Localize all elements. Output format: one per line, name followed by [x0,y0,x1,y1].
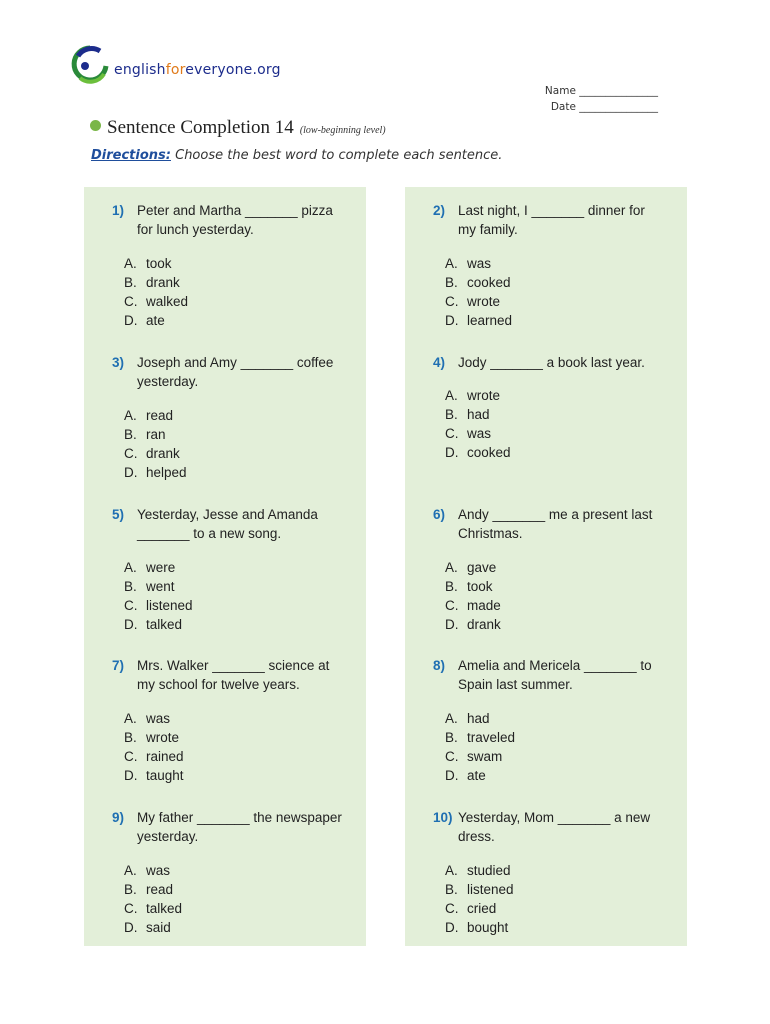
answer-option[interactable] [124,577,193,596]
option-letter: C. [124,294,138,309]
option-letter: D. [124,465,138,480]
option-text: listened [146,598,193,613]
question-number: 6) [433,507,446,522]
option-text: ran [146,427,166,442]
question-stem-block [112,201,342,239]
option-text: drank [146,275,180,290]
answer-option[interactable] [124,273,188,292]
question-stem-block [433,201,663,239]
option-text: was [146,863,171,878]
option-letter: A. [445,711,458,726]
option-letter: A. [445,256,458,271]
option-text: took [146,256,172,271]
option-text: had [467,711,490,726]
answer-option[interactable] [124,425,187,444]
option-letter: C. [124,749,138,764]
option-letter: B. [124,579,137,594]
option-letter: B. [445,579,458,594]
question-stem-block [112,353,342,391]
answer-option[interactable] [124,747,184,766]
question-card [405,642,687,794]
question-stem: Joseph and Amy _______ coffee yesterday. [137,355,334,389]
option-letter: A. [124,408,137,423]
option-letter: C. [124,598,138,613]
answer-option[interactable] [445,615,501,634]
option-letter: D. [124,920,138,935]
question-card [405,339,687,491]
question-card [405,187,687,339]
option-text: went [146,579,175,594]
question-stem: Last night, I _______ dinner for my family. [458,203,645,237]
answer-option[interactable] [124,311,188,330]
answer-option[interactable] [445,424,511,443]
date-line: Date _______________ [550,101,658,113]
logo-text: englishforeveryone.org [114,62,281,78]
question-number: 3) [112,355,125,370]
answer-option[interactable] [445,311,512,330]
option-letter: B. [124,882,137,897]
option-letter: D. [124,617,138,632]
option-text: talked [146,901,183,916]
question-card [84,794,366,946]
option-text: learned [467,313,513,328]
question-stem: Peter and Martha _______ pizza for lunch yesterday. [137,203,333,237]
answer-option[interactable] [124,918,182,937]
answer-options [445,861,514,937]
option-letter: C. [445,901,459,916]
answer-options [124,558,193,634]
option-text: said [146,920,171,935]
option-letter: C. [445,426,459,441]
answer-option[interactable] [445,596,501,615]
option-letter: B. [445,407,458,422]
option-text: traveled [467,730,516,745]
option-text: read [146,408,174,423]
option-text: drank [146,446,180,461]
answer-option[interactable] [445,386,511,405]
answer-option[interactable] [445,766,515,785]
option-text: gave [467,560,497,575]
question-card [84,491,366,643]
directions-text: Choose the best word to complete each sentence. [170,148,503,163]
option-text: ate [146,313,165,328]
answer-option[interactable] [445,558,501,577]
question-stem-block [433,353,663,372]
answer-option[interactable] [124,406,187,425]
option-letter: B. [445,730,458,745]
option-letter: D. [445,313,459,328]
answer-options [445,558,501,634]
option-text: walked [146,294,189,309]
option-text: was [467,426,492,441]
option-text: cooked [467,445,511,460]
question-stem: Jody _______ a book last year. [458,355,645,370]
question-number: 9) [112,810,125,825]
question-number: 1) [112,203,125,218]
answer-option[interactable] [445,861,514,880]
question-number: 4) [433,355,446,370]
option-text: read [146,882,174,897]
option-text: wrote [146,730,180,745]
question-stem: Andy _______ me a present last Christmas. [458,507,653,541]
answer-option[interactable] [445,405,511,424]
option-letter: A. [124,711,137,726]
option-letter: C. [124,446,138,461]
option-letter: A. [124,560,137,575]
answer-option[interactable] [445,273,512,292]
question-card [405,794,687,946]
option-text: drank [467,617,501,632]
answer-option[interactable] [124,254,188,273]
answer-option[interactable] [124,463,187,482]
option-text: cooked [467,275,511,290]
question-card [405,491,687,643]
option-letter: D. [445,445,459,460]
option-letter: C. [445,749,459,764]
option-text: taught [146,768,184,783]
question-card [84,339,366,491]
answer-options [445,709,515,785]
question-number: 10) [433,810,453,825]
answer-option[interactable] [124,444,187,463]
question-stem-block [112,656,342,694]
option-text: wrote [467,294,501,309]
option-letter: A. [124,256,137,271]
option-letter: A. [445,388,458,403]
option-letter: A. [445,863,458,878]
option-text: swam [467,749,503,764]
answer-option[interactable] [124,728,184,747]
option-letter: A. [445,560,458,575]
option-text: rained [146,749,184,764]
option-letter: D. [124,768,138,783]
answer-option[interactable] [124,899,182,918]
option-text: studied [467,863,511,878]
title-main: Sentence Completion 14 [107,117,294,138]
question-stem: Mrs. Walker _______ science at my school for twelve years. [137,658,330,692]
answer-option[interactable] [445,443,511,462]
question-number: 2) [433,203,446,218]
question-stem: Yesterday, Jesse and Amanda _______ to a new song. [137,507,318,541]
answer-options [124,406,187,482]
answer-options [124,254,188,330]
option-letter: D. [445,617,459,632]
option-letter: B. [124,275,137,290]
option-text: were [146,560,176,575]
name-date-block [545,83,658,115]
answer-option[interactable] [124,861,182,880]
globe-logo-icon [70,42,110,88]
directions-label: Directions: [91,148,171,163]
question-stem-block [112,808,342,846]
option-letter: B. [124,427,137,442]
question-stem-block [433,505,663,543]
option-letter: D. [445,768,459,783]
question-card [84,642,366,794]
option-text: took [467,579,493,594]
option-text: talked [146,617,183,632]
site-logo[interactable] [70,42,281,88]
option-letter: C. [445,598,459,613]
answer-option[interactable] [124,615,193,634]
answer-option[interactable] [445,918,514,937]
option-letter: B. [124,730,137,745]
answer-option[interactable] [445,728,515,747]
page-title [90,117,386,139]
answer-options [445,386,511,462]
answer-option[interactable] [445,709,515,728]
option-text: was [467,256,492,271]
answer-option[interactable] [445,747,515,766]
option-letter: D. [445,920,459,935]
option-text: ate [467,768,486,783]
option-text: wrote [467,388,501,403]
option-letter: B. [445,275,458,290]
option-text: made [467,598,501,613]
question-stem-block [433,808,663,846]
answer-option[interactable] [445,577,501,596]
title-bullet-icon [90,120,101,131]
name-line: Name _______________ [544,85,658,97]
answer-option[interactable] [445,899,514,918]
option-text: had [467,407,490,422]
answer-option[interactable] [445,254,512,273]
option-letter: B. [445,882,458,897]
option-text: was [146,711,171,726]
question-stem-block [112,505,342,543]
question-number: 5) [112,507,125,522]
answer-option[interactable] [124,292,188,311]
option-text: listened [467,882,514,897]
question-number: 7) [112,658,125,673]
option-text: bought [467,920,509,935]
answer-option[interactable] [124,558,193,577]
option-letter: D. [124,313,138,328]
option-letter: A. [124,863,137,878]
question-card [84,187,366,339]
question-stem: Yesterday, Mom _______ a new dress. [458,810,651,844]
answer-option[interactable] [124,880,182,899]
answer-option[interactable] [445,292,512,311]
option-letter: C. [124,901,138,916]
directions [91,148,502,163]
title-level: (low-beginning level) [299,125,386,136]
question-stem: Amelia and Mericela _______ to Spain last summer. [458,658,652,692]
option-text: cried [467,901,497,916]
answer-options [124,709,184,785]
question-stem: My father _______ the newspaper yesterday. [137,810,342,844]
answer-option[interactable] [124,766,184,785]
question-number: 8) [433,658,446,673]
answer-options [445,254,512,330]
option-text: helped [146,465,187,480]
answer-option[interactable] [445,880,514,899]
answer-option[interactable] [124,709,184,728]
answer-options [124,861,182,937]
option-letter: C. [445,294,459,309]
answer-option[interactable] [124,596,193,615]
question-stem-block [433,656,663,694]
